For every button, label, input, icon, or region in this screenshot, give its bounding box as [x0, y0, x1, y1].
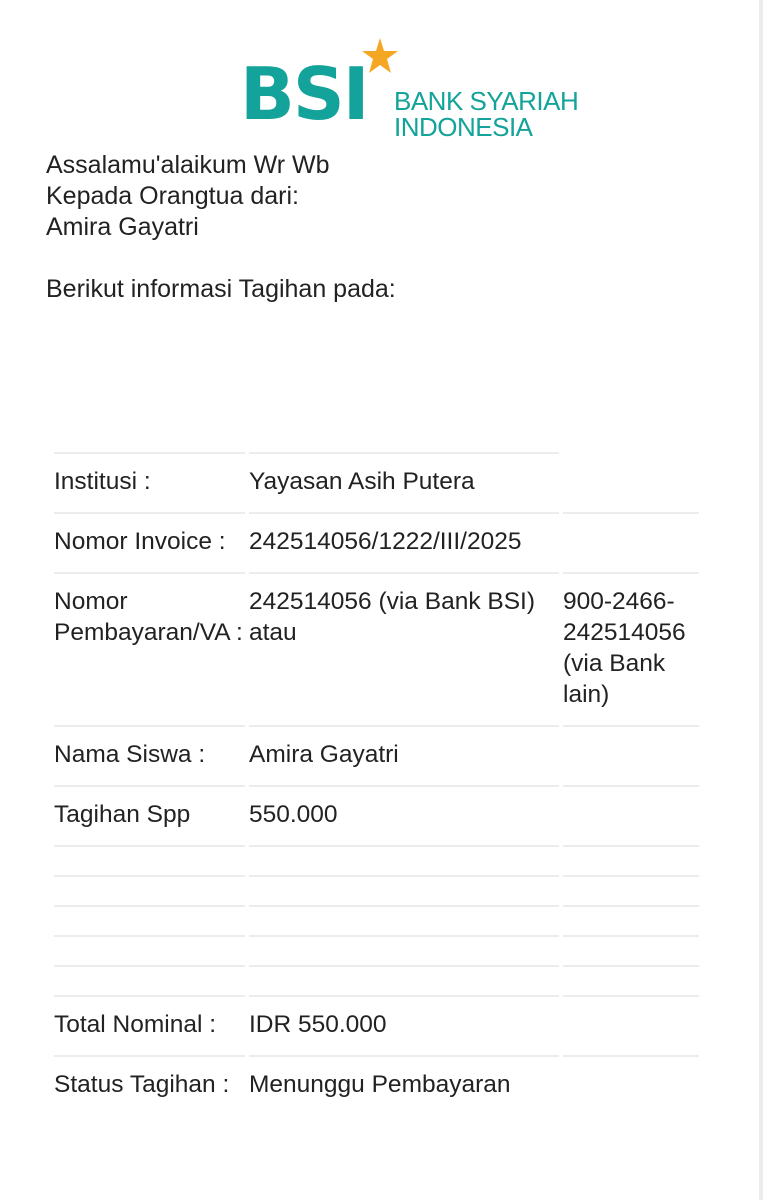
- greeting-line-1: Assalamu'alaikum Wr Wb: [46, 151, 330, 179]
- greeting-line-2: Kepada Orangtua dari:: [46, 182, 299, 210]
- table-row-empty: [54, 905, 699, 935]
- logo-line-2: INDONESIA: [394, 112, 533, 142]
- table-row: [54, 785, 699, 845]
- table-row: [54, 1055, 699, 1115]
- status-value: Menunggu Pembayaran: [249, 1055, 559, 1115]
- table-cell-empty: [249, 935, 559, 965]
- greeting: [46, 150, 330, 243]
- logo-text: [394, 88, 578, 140]
- table-cell-empty: [249, 845, 559, 875]
- table-cell-empty: [563, 845, 699, 875]
- spp-label: Tagihan Spp: [54, 785, 245, 845]
- logo-line-1: BANK SYARIAH: [394, 86, 579, 116]
- table-cell-empty: [249, 875, 559, 905]
- table-row: [54, 995, 699, 1055]
- institution-label: Institusi :: [54, 452, 245, 512]
- table-cell-empty: [563, 785, 699, 845]
- table-cell-empty: [563, 1055, 699, 1115]
- table-row-empty: [54, 875, 699, 905]
- table-row: [54, 572, 699, 725]
- invoice-number-label: Nomor Invoice :: [54, 512, 245, 572]
- greeting-line-3: Amira Gayatri: [46, 213, 199, 241]
- invoice-table: [50, 452, 703, 1115]
- table-cell-empty: [563, 965, 699, 995]
- table-cell-empty: [54, 845, 245, 875]
- va-label: Nomor Pembayaran/VA :: [54, 572, 245, 725]
- va-value-other: 900-2466-242514056 (via Bank lain): [563, 572, 699, 725]
- bsi-logo: [240, 36, 600, 146]
- total-label: Total Nominal :: [54, 995, 245, 1055]
- table-cell-empty: [563, 725, 699, 785]
- table-cell-empty: [563, 995, 699, 1055]
- logo-mark: BSI: [240, 52, 368, 136]
- table-cell-empty: [54, 935, 245, 965]
- page-edge: [759, 0, 763, 1200]
- table-cell-empty: [563, 905, 699, 935]
- spp-value: 550.000: [249, 785, 559, 845]
- table-row: [54, 512, 699, 572]
- table-row-empty: [54, 845, 699, 875]
- total-value: IDR 550.000: [249, 995, 559, 1055]
- invoice-number-value: 242514056/1222/III/2025: [249, 512, 559, 572]
- institution-value: Yayasan Asih Putera: [249, 452, 559, 512]
- table-row-empty: [54, 965, 699, 995]
- student-name-label: Nama Siswa :: [54, 725, 245, 785]
- va-value: 242514056 (via Bank BSI) atau: [249, 572, 559, 725]
- table-cell-empty: [54, 875, 245, 905]
- table-row: [54, 452, 699, 512]
- table-cell-empty: [54, 905, 245, 935]
- table-cell-empty: [249, 905, 559, 935]
- table-cell-empty: [54, 965, 245, 995]
- table-row-empty: [54, 935, 699, 965]
- status-label: Status Tagihan :: [54, 1055, 245, 1115]
- student-name-value: Amira Gayatri: [249, 725, 559, 785]
- table-cell-empty: [563, 512, 699, 572]
- intro-text: Berikut informasi Tagihan pada:: [46, 275, 396, 303]
- star-icon: [360, 36, 400, 76]
- table-row: [54, 725, 699, 785]
- table-cell-empty: [563, 875, 699, 905]
- table-cell-empty: [563, 935, 699, 965]
- table-cell-empty: [249, 965, 559, 995]
- table-cell-empty: [563, 452, 699, 512]
